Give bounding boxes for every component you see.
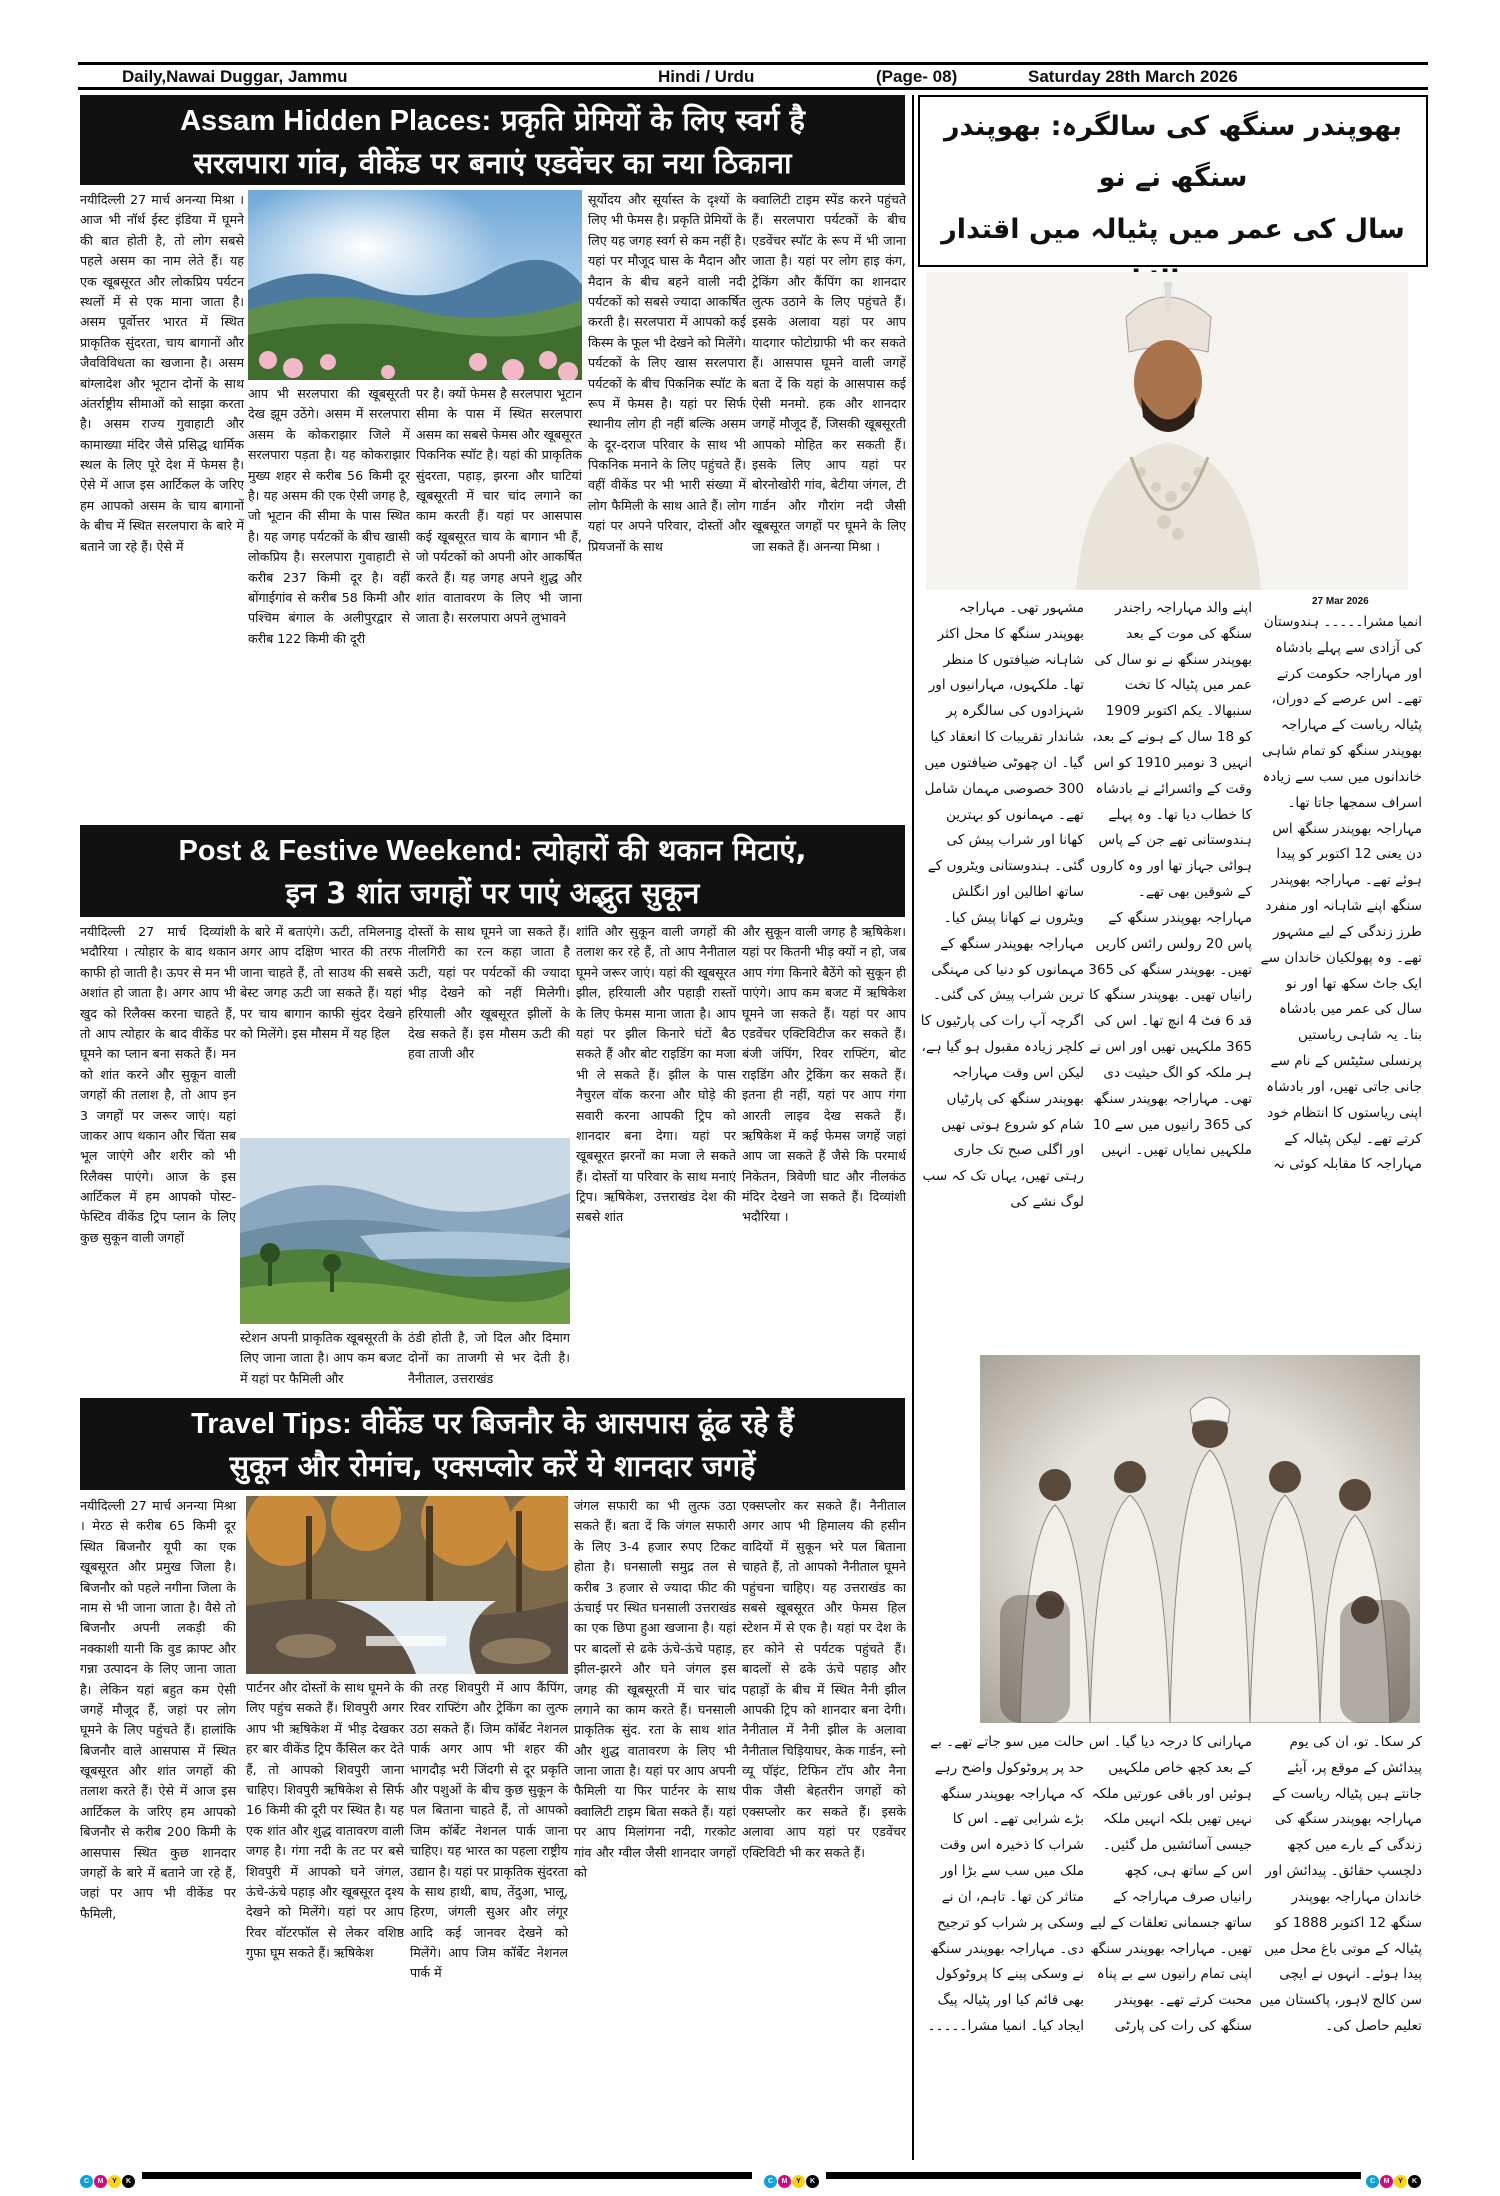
article1-col2: आप भी सरलपारा की खूबसूरती देख झूम उठेंगे। असम में सरलपारा असम के कोकराझार जिले में सरलपारा पड़ता है। यह कोकराझार मुख्य शहर से करीब 56 किमी दूर है। यह असम की एक ऐसी जगह है, जो भूटान की सीमा के पास स्थित है। यह जगह पर्यटकों के बीच खासी लोकप्रिय है। सरलपारा गुवाहाटी से करीब 237 किमी दूर है। वहीं बोंगाईगांव से करीब 58 किमी और पश्चिम बंगाल के अलीपुरद्वार से करीब 122 किमी की दूरी — [248, 386, 410, 646]
article1-col5: क्वालिटी टाइम स्पेंड करने पहुंचते हैं। सरलपारा पर्यटकों के बीच एडवेंचर स्पॉट के रूप में भी जाना जाता है। यहां पर लोग हाइ कंग, ट्रेकिंग और कैंपिंग का शानदार लुत्फ उठाने के लिए पहुंचते हैं। इसके अलावा यहां पर आप यादगार फोटोग्राफी भी कर सकते हैं। आसपास घूमने वाली जगहें बता दें कि यहां के आसपास कई ऐसी मनमो. हक और शानदार जगहें मौजूद हैं, जिसकी खूबसूरती आपको मोहित कर सकती हैं। इसके लिए आप यहां पर बोरनोखोरी गांव, बेटीया जंगल, टी गार्डन और गौरांग नदी जैसी खूबसूरत जगहों पर घूमने के लिए जा सकते हैं। अनन्या मिश्रा । — [752, 192, 906, 554]
article3-col4: जंगल सफारी का भी लुत्फ उठा सकते हैं। बता दें कि जंगल सफारी के लिए 3-4 हजार रुपए टिकट होता है। घनसाली समुद्र तल से करीब 3 हजार से ज्यादा फीट की ऊंचाई पर स्थित घनसाली उत्तराखंड का एक छिपा हुआ खजाना है। यहां पर बादलों से ढके ऊंचे-ऊंचे पहाड़, झील-झरने और घने जंगल इस जगह की खूबसूरती में चार चांद लगाने का काम करते हैं। घनसाली प्राकृतिक सुंद. रता के साथ शांत और शुद्ध वातावरण के लिए भी जाना जाता है। यहां पर आप अपनी फैमिली या फिर पार्टनर के साथ क्वालिटी टाइम बिता सकते हैं। यहां पर आप मिलांगना नदी, गरकोट गांव और ग्वील जैसी शानदार जगहों को — [574, 1498, 736, 1881]
urdu-col-b1: کر سکا۔ تو، ان کی یوم پیدائش کے موقع پر، آیئے جانتے ہیں پٹیالہ ریاست کے مہاراجہ بھوپندر سنگھ کی زندگی کے بارے میں کچھ دلچسپ حقائق۔ پیدائش اور خاندان مہاراجہ بھوپندر سنگھ 12 اکتوبر 1888 کو پٹیالہ کے موتی باغ محل میں پیدا ہوئے۔ انہوں نے ایچی سن کالج لاہور، پاکستان میں تعلیم حاصل کی۔ — [1259, 1734, 1422, 2035]
black-dot-icon: K — [122, 2175, 135, 2188]
article3-headline-line1: वीकेंड पर बिजनौर के आसपास ढूंढ रहे हैं — [361, 1406, 794, 1440]
article2-col5: और सुकून वाली जगह है ऋषिकेश। यहां पर कितनी भीड़ क्यों न हो, जब आप गंगा किनारे बैठेंगे को सुकून ही पाएंगे। आप कम बजट में ऋषिकेश घूमने जा सकते हैं। यहां पर आप एडवेंचर एक्टिविटीज कर सकते हैं। बंजी जंपिंग, रिवर राफ्टिंग, बोट राइडिंग और ट्रेकिंग कर सकते हैं। इतना ही नहीं, यहां पर आप गंगा आरती लाइव देख सकते हैं। ऋषिकेश में कई फेमस जगहें जहां आप जा सकते हैं जैसे कि परमार्थ निकेतन, त्रिवेणी घाट और नीलकंठ मंदिर देखने जा सकते हैं। दिव्यांशी भदौरिया । — [742, 924, 906, 1225]
royal-family-group-photo — [980, 1355, 1420, 1723]
article2-headline-line1: त्योहारों की थकान मिटाएं, — [532, 833, 807, 867]
issue-date: Saturday 28th March 2026 — [1028, 67, 1238, 86]
article1-headline-line1: प्रकृति प्रेमियों के लिए स्वर्ग है — [501, 103, 805, 137]
yellow-dot-icon: Y — [108, 2175, 121, 2188]
urdu-col-a3: مشہور تھی۔ مہاراجہ بھوپندر سنگھ کا محل اکثر شاہانہ ضیافتوں کا منظر تھا۔ ملکہوں، مہارانیوں اور شہزادوں کی سالگرہ پر شاندار تقریبات کا انعقاد کیا گیا۔ ان چھوٹی ضیافتوں میں 300 خصوصی مہمان شامل تھے۔ مہمانوں کو بہترین کھانا اور شراب پیش کی گئی۔ ہندوستانی ویٹروں کے ساتھ اطالین اور انگلش ویٹروں نے کھانا پیش کیا۔ مہاراجہ بھوپندر سنگھ کے مہمانوں کو دنیا کی مہنگی ترین شراب پیش کی گئی۔ اگرچہ آپ رات کی پارٹیوں کا کلچر زیادہ مقبول ہو گیا ہے، لیکن اس وقت مہاراجہ بھوپندر سنگھ کی پارٹیاں شام کو شروع ہوتی تھیں اور اگلی صبح تک جاری رہتی تھیں، یہاں تک کہ سب لوگ نشے کی — [920, 600, 1084, 1211]
article2-col4: शांति और सुकून वाली जगहों की तलाश कर रहे हैं, तो आप नैनीताल घूमने जरूर जाएं। यहां की खूबसूरत झील, हरियाली और पहाड़ी रास्तों के लिए फेमस माना जाता है। आप यहां पर झील किनारे घंटों बैठ सकते हैं और बोट राइडिंग का मजा भी ले सकते हैं। झील के पास नैचुरल वॉक करना और घोड़े की सवारी करना आपकी ट्रिप को शानदार बना देगा। यहां पर खूबसूरत झरनों का मजा ले सकते हैं। दोस्तों या परिवार के साथ मनाएं ट्रिप। ऋषिकेश, उत्तराखंड देश की सबसे शांत — [576, 924, 736, 1225]
yellow-dot-icon: Y — [1394, 2175, 1407, 2188]
column-divider — [912, 95, 914, 2160]
maharaja-portrait — [926, 272, 1408, 590]
forest-stream-photo — [246, 1496, 568, 1674]
yellow-dot-icon: Y — [792, 2175, 805, 2188]
masthead — [78, 62, 1428, 90]
article3-photo-waterfall — [246, 1496, 568, 1674]
urdu-col-b2: مہارانی کا درجہ دیا گیا۔ اس کے بعد کچھ خاص ملکہیں ہوئیں اور باقی عورتیں ملکہ نہیں تھیں بلکہ انہیں ملکہ جیسی آسائشیں مل گئیں۔ اس کے ساتھ ہی، کچھ رانیاں صرف مہاراجہ کے ساتھ جسمانی تعلقات کے لیے تھیں۔ مہاراجہ بھوپندر سنگھ اپنی تمام رانیوں سے بے پناہ محبت کرتے تھے۔ بھوپندر سنگھ کی رات کی پارٹی — [1088, 1734, 1252, 2035]
article3-headline — [80, 1398, 905, 1490]
article3-col2: पार्टनर और दोस्तों के साथ घूमने के लिए पहुंच सकते हैं। शिवपुरी अगर आप भी ऋषिकेश में भीड़ देखकर हर बार वीकेंड ट्रिप कैंसिल कर देते हैं, तो आपको शिवपुरी जाना चाहिए। शिवपुरी ऋषिकेश से सिर्फ 16 किमी की दूरी पर स्थित है। यह एक शांत और शुद्ध वातावरण वाली जगह है। गंगा नदी के तट पर बसे शिवपुरी में आपको घने जंगल, ऊंचे-ऊंचे पहाड़ और खूबसूरत दृश्य देखने को मिलेंगे। यहां पर आप रिवर वॉटरफॉल से लेकर वशिष्ठ गुफा घूम सकते हैं। ऋषिकेश — [246, 1680, 404, 1961]
urdu-col-a1: انمیا مشرا۔۔۔۔۔ ہندوستان کی آزادی سے پہلے بادشاہ اور مہاراجہ حکومت کرتے تھے۔ اس عرصے کے دوران، پٹیالہ ریاست کے مہاراجہ بھوپندر سنگھ کو تمام شاہی خاندانوں میں سب سے زیادہ اسراف سمجھا جاتا تھا۔ مہاراجہ بھوپندر سنگھ اس دن یعنی 12 اکتوبر کو پیدا ہوئے تھے۔ مہاراجہ بھوپندر سنگھ اپنے شاہانہ اور منفرد طرز زندگی کے لیے مشہور تھے۔ وہ پھولکیان خاندان سے ایک جاٹ سکھ تھا اور نو سال کی عمر میں بادشاہ بنا۔ یہ شاہی ریاستیں پرنسلی سٹیٹس کے نام سے جانی جاتی تھیں، اور بادشاہ اپنی ریاستوں کا انتظام خود کرتے تھے۔ لیکن پٹیالہ کے مہاراجہ کا مقابلہ کوئی نہ — [1260, 614, 1422, 1173]
article1-col3: पर है। क्यों फेमस है सरलपारा भूटान सीमा के पास में स्थित सरलपारा असम का सबसे फेमस और खूबसूरत पिकनिक स्पॉट है। यहां की प्राकृतिक सुंदरता, पहाड़, झरना और घाटियां खूबसूरती में चार चांद लगाने का काम करती हैं। यहां पर आसपास कई खूबसूरत चाय के बागान भी हैं, जो पर्यटकों को अपनी ओर आकर्षित करते हैं। यह जगह अपने शुद्ध और शांत वातावरण के लिए भी जाना जाता है। सरलपारा अपने लुभावने — [416, 386, 582, 626]
article2-photo-ooty — [240, 1138, 570, 1324]
registration-marks-center — [764, 2168, 820, 2185]
page-number: (Page- 08) — [876, 67, 958, 86]
footer-rule-right — [826, 2172, 1361, 2179]
magenta-dot-icon: M — [1380, 2175, 1393, 2188]
black-dot-icon: K — [806, 2175, 819, 2188]
article2-col3b: ठंडी होती है, जो दिल और दिमाग दोनों का ताजगी से भर देती है। नैनीताल, उत्तराखंड — [408, 1330, 570, 1386]
cyan-dot-icon: C — [80, 2175, 93, 2188]
article2-headline — [80, 825, 905, 917]
article2-col2b: स्टेशन अपनी प्राकृतिक खूबसूरती के लिए जाना जाता है। आप कम बजट में यहां पर फैमिली और — [240, 1330, 402, 1386]
registration-marks-right — [1366, 2168, 1422, 2185]
urdu-photo-date: 27 Mar 2026 — [1312, 596, 1369, 607]
urdu-photo-maharaja-family — [980, 1355, 1420, 1723]
article1-col1: नयीदिल्ली 27 मार्च अनन्या मिश्रा । आज भी नॉर्थ ईस्ट इंडिया में घूमने की बात होती है, तो लोग सबसे पहले असम का नाम लेते हैं। यह एक खूबसूरत और लोकप्रिय पर्यटन स्थलों में से एक माना जाता है। असम पूर्वोत्तर भारत में स्थित प्राकृतिक सुंदरता, चाय बागानों और जैवविविधता का खजाना है। असम बांग्लादेश और भूटान दोनों के साथ अंतर्राष्ट्रीय सीमाओं को साझा करता है। असम राज्य गुवाहाटी और कामाख्या मंदिर जैसे प्रसिद्ध धार्मिक स्थल के लिए पूरे देश में फेमस है। ऐसे में आज इस आर्टिकल के जरिए हम आपको असम के चाय बागानों के बीच में स्थित सरलपारा के बारे में बताने जा रहे हैं। ऐसे में — [80, 192, 244, 554]
article1-headline-line2: सरलपारा गांव, वीकेंड पर बनाएं एडवेंचर का नया ठिकाना — [193, 146, 792, 181]
article3-headline-line2: सुकून और रोमांच, एक्सप्लोर करें ये शानदार जगहें — [229, 1449, 756, 1484]
article3-col3: की तरह शिवपुरी में आप कैंपिंग, रिवर राफ्टिंग और ट्रेकिंग का लुत्फ उठा सकते हैं। जिम कॉर्बेट नेशनल पार्क अगर आप भी शहर की भागदौड़ भरी जिंदगी से दूर प्रकृति और पशुओं के बीच कुछ सुकून के पल बिताना चाहते हैं, तो आपको जिम कॉर्बेट नेशनल पार्क जाना चाहिए। यह भारत का पहला राष्ट्रीय उद्यान है। यहां पर प्राकृतिक सुंदरता के साथ हाथी, बाघ, तेंदुआ, भालू, हिरण, जंगली सुअर और लंगूर आदि कई जानवर देखने को मिलेंगे। आप जिम कॉर्बेट नेशनल पार्क में — [410, 1680, 568, 1981]
article1-headline — [80, 95, 905, 185]
article2-headline-line2: इन 3 शांत जगहों पर पाएं अद्भुत सुकून — [285, 876, 700, 911]
article3-tag: Travel Tips: — [191, 1408, 352, 1440]
urdu-photo-maharaja-portrait — [926, 272, 1408, 590]
magenta-dot-icon: M — [94, 2175, 107, 2188]
article2-col2: के बारे में बताएंगे। ऊटी, तमिलनाडु अगर आप दक्षिण भारत की तरफ जाना चाहते हैं, तो साउथ की सबसे बेस्ट जगह ऊटी जा सकते हैं। यहां पर चाय बागान काफी सुंदर देखने को मिलेंगे। इस मौसम में यह हिल — [240, 924, 402, 1041]
hill-lake-photo — [240, 1138, 570, 1324]
article2-tag: Post & Festive Weekend: — [178, 835, 523, 867]
registration-marks-left — [80, 2168, 136, 2185]
article3-col5: एक्सप्लोर कर सकते हैं। नैनीताल अगर आप भी हिमालय की हसीन वादियों में सुकून भरे पल बिताना चाहते हैं, तो आपको नैनीताल घूमने पहुंचना चाहिए। यह उत्तराखंड का सबसे खूबसूरत और फेमस हिल स्टेशन में से एक है। यहां पर देश के हर कोने से पर्यटक पहुंचते हैं। बादलों से ढके ऊंचे पहाड़ और पहाड़ों के बीच में स्थित नैनी झील आपकी ट्रिप को शानदार बना देगी। नैनीताल में नैनी झील के अलावा नैनीताल चिड़ियाघर, केक गार्डन, स्नो व्यू पॉइंट, टिफिन टॉप और नैना पीक जैसी बेहतरीन जगहों को एक्सप्लोर कर सकते हैं। इसके अलावा आप यहां पर एडवेंचर एक्टिविटी भी कर सकते हैं। — [742, 1498, 906, 1860]
cyan-dot-icon: C — [1366, 2175, 1379, 2188]
article2-col1: नयीदिल्ली 27 मार्च दिव्यांशी भदौरिया । त्योहार के बाद थकान काफी हो जाती है। ऊपर से मन भी अशांत हो जाता है। अगर आप भी खुद को रिलैक्स करना चाहते हैं, तो आप त्योहार के बाद वीकेंड पर घूमने का प्लान बना सकते हैं। मन को शांत करने और सुकून वाली जगहों की तलाश है, तो आप इन 3 जगहों पर जरूर जाएं। यहां जाकर आप थकान और चिंता सब भूल जाएंगे और शरीर को भी रिलैक्स पाएंगे। आज के इस आर्टिकल में हम आपको पोस्ट-फेस्टिव वीकेंड ट्रिप प्लान के लिए कुछ सुकून वाली जगहों — [80, 924, 236, 1245]
paper-name: Daily,Nawai Duggar, Jammu — [122, 67, 348, 86]
urdu-headline-line1: بھوپندر سنگھ کی سالگرہ: بھوپندر سنگھ نے نو — [944, 111, 1402, 194]
article1-tag: Assam Hidden Places: — [180, 105, 492, 137]
cyan-dot-icon: C — [764, 2175, 777, 2188]
footer-rule-left — [142, 2172, 752, 2179]
article1-col4: सूर्योदय और सूर्यास्त के दृश्यों के लिए भी फेमस है। प्रकृति प्रेमियों के लिए यह जगह स्वर्ग से कम नहीं है। यहां पर मौजूद घास के मैदान और मैदान के बीच बहने वाली नदी पर्यटकों को सबसे ज्यादा आकर्षित करती है। सरलपारा में आपको कई किस्म के फूल भी देखने को मिलेंगे। पर्यटकों के लिए खास सरलपारा पर्यटकों के बीच पिकनिक स्पॉट के रूप में फेमस है। यहां पर सिर्फ स्थानीय लोग ही नहीं बल्कि असम के दूर-दराज परिवार के साथ भी पिकनिक मनाने के लिए पहुंचते हैं। वहीं वीकेंड पर भी भारी संख्या में लोग फैमिली के साथ आते हैं। लोग यहां पर अपने परिवार, दोस्तों और प्रियजनों के साथ — [588, 192, 746, 554]
urdu-col-b3: حالت میں سو جاتے تھے۔ بے حد پر پروٹوکول واضح رہے کہ مہاراجہ بھوپندر سنگھ بڑے شرابی تھے۔ اس کا شراب کا ذخیرہ اس وقت ملک میں سب سے بڑا اور متاثر کن تھا۔ تاہم، ان نے وسکی پر شراب کو ترجیح دی۔ مہاراجہ بھوپندر سنگھ نے وسکی پینے کا پروٹوکول بھی قائم کیا اور پٹیالہ پیگ ایجاد کیا۔ انمیا مشرا۔۔۔۔۔ — [927, 1734, 1084, 2035]
article3-col1: नयीदिल्ली 27 मार्च अनन्या मिश्रा । मेरठ से करीब 65 किमी दूर स्थित बिजनौर यूपी का एक खूबसूरत और प्रमुख जिला है। बिजनौर को पहले नगीना जिला के नाम से भी जाना जाता है। वैसे तो बिजनौर अपनी लकड़ी की नक्काशी यानी कि वुड क्राफ्ट और गन्ना उत्पादन के लिए जाना जाता है। लेकिन यहां बहुत कम ऐसी जगहें मौजूद हैं, जहां पर लोग घूमने के लिए पहुंचते हैं। हालांकि बिजनौर वाले आसपास में स्थित खूबसूरत और शांत जगहों की तलाश करते हैं। ऐसे में आज इस आर्टिकल के जरिए हम आपको बिजनौर से करीब 200 किमी के आसपास स्थित कुछ शानदार जगहों के बारे में बताने जा रहे हैं, जहां पर आप भी वीकेंड पर फैमिली, — [80, 1498, 236, 1921]
article1-photo-sarlpara — [248, 190, 582, 380]
article2-col3: दोस्तों के साथ घूमने जा सकते हैं। नीलगिरी का रत्न कहा जाता है ऊटी, यहां पर पर्यटकों की ज्यादा भीड़ देखने को नहीं मिलेगी। हरियाली और खूबसूरत झीलों के देख सकते हैं। इस मौसम ऊटी की हवा ताजी और — [408, 924, 570, 1062]
magenta-dot-icon: M — [778, 2175, 791, 2188]
mountain-meadow-photo — [248, 190, 582, 380]
urdu-headline-line2: سال کی عمر میں پٹیالہ میں اقتدار — [941, 213, 1405, 245]
language-label: Hindi / Urdu — [658, 67, 755, 86]
black-dot-icon: K — [1408, 2175, 1421, 2188]
urdu-headline-box — [918, 95, 1428, 267]
urdu-col-a2: اپنے والد مہاراجہ راجندر سنگھ کی موت کے بعد بھوپندر سنگھ نے نو سال کی عمر میں پٹیالہ کا تخت سنبھالا۔ یکم اکتوبر 1909 کو 18 سال کے ہونے کے بعد، انہیں 3 نومبر 1910 کو اس وقت کے وائسرائے نے بادشاہ کا خطاب دیا تھا۔ وہ پہلے ہندوستانی تھے جن کے پاس ہوائی جہاز تھا اور وہ کاروں کے شوقین بھی تھے۔ مہاراجہ بھوپندر سنگھ کے پاس 20 رولس رائس کاریں تھیں۔ بھوپندر سنگھ کی 365 رانیاں تھیں۔ بھوپندر سنگھ کا قد 6 فٹ 4 انچ تھا۔ اس کی 365 ملکہیں تھیں اور اس نے ہر ملکہ کو الگ حیثیت دی تھی۔ مہاراجہ بھوپندر سنگھ کی 365 رانیوں میں سے 10 ملکہیں نمایاں تھیں۔ انہیں — [1088, 600, 1252, 1159]
